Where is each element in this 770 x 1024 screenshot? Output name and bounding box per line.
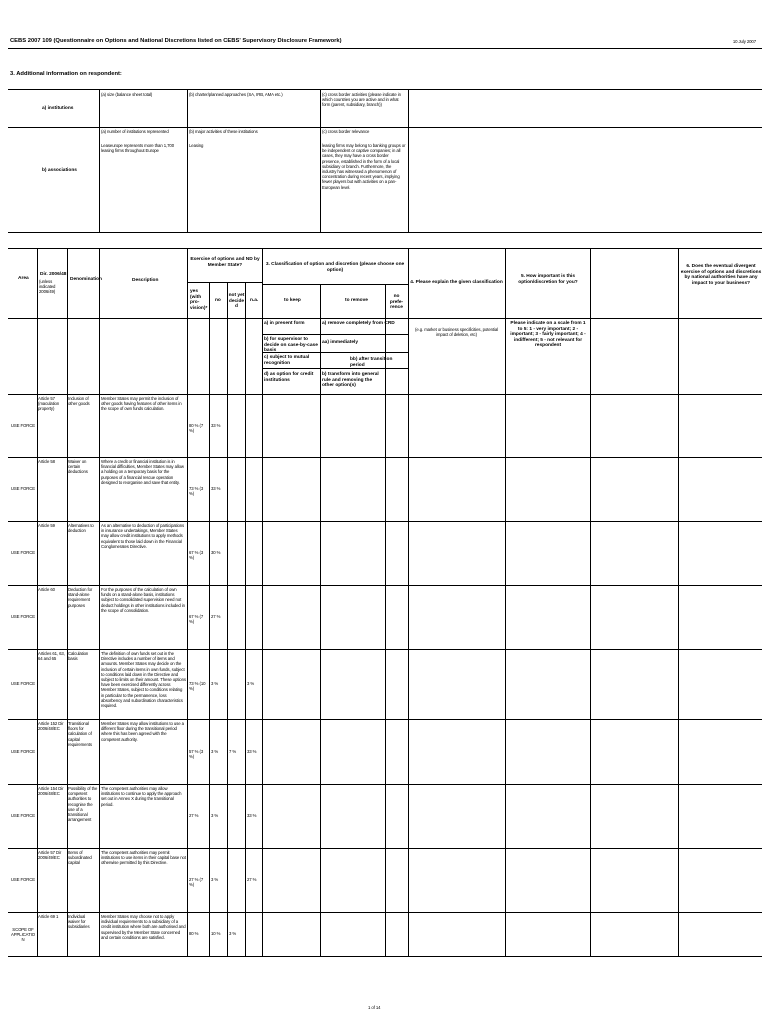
row-yes: 73 % (3 %) <box>189 486 204 497</box>
row-no: 30 % <box>211 550 221 555</box>
option-keep-c: c) subject to mutual recognition <box>264 355 310 366</box>
row-no: 33 % <box>211 422 221 428</box>
document-date: 10 July 2007 <box>732 39 756 44</box>
row-notyet: 7 % <box>229 748 237 754</box>
row-denomination: Alternatives to deduction <box>68 523 94 534</box>
page-footer: 1 of 14 <box>368 1005 381 1010</box>
option-remove-a: a) remove completely from CRD <box>322 321 395 326</box>
col-importance: 5. How important is this option/discretion for you? <box>518 274 578 285</box>
row-description: As an alternative to deduction of participations in insurance undertakings, Member States may allow credit institutions to apply methods equivalent to those laid down in the Financial Conglomerates Directive. <box>101 523 185 549</box>
row-no: 10 % <box>211 931 221 936</box>
row-yes: 73 % (10 %) <box>189 681 206 692</box>
row-description: The competent authorities may allow institutions to continue to apply the approach set out in Annex X during the transitional period. <box>101 786 182 807</box>
row-yes: 80 % <box>189 931 199 936</box>
row-denomination: Inclusion of other goods <box>68 396 90 407</box>
col-importance-sub: Please indicate on a scale from 1 to 5: 1 - very important; 2 - important; 3 - fairly important; 4 - indifferent; 5 - not relevant for respondent <box>510 321 586 349</box>
row-yes: 67 % (3 %) <box>189 550 204 561</box>
row-area: USE FORCE <box>10 748 36 754</box>
assoc-number-cell: (a) number of institutions represented <box>101 129 169 134</box>
inst-size-cell: (a) size (balance sheet total) <box>101 92 153 97</box>
row-denomination: Transitional floors for calculation of capital requirements <box>68 721 92 747</box>
col-explain: 4. Please explain the given classification <box>410 280 503 285</box>
row-no: 33 % <box>211 486 221 491</box>
col-denomination: Denomination <box>70 277 102 282</box>
row-article: Article 58 <box>38 459 55 464</box>
row-na: 3 % <box>247 681 255 686</box>
row-no: 3 % <box>211 813 219 818</box>
row-description: Member States may permit the inclusion of other goods having features of other items in the scope of own funds calculation. <box>101 396 182 412</box>
col-directive-sub: (unless indicated 2006/49) <box>39 279 56 295</box>
row-denomination: Individual waiver for subsidiaries <box>68 914 90 930</box>
row-description: The competent authorities may permit institutions to use items in their capital base not otherwise permitted by this Directive. <box>101 850 186 866</box>
col-na: n.a. <box>250 298 259 303</box>
row-yes: 67 % (7 %) <box>189 614 204 625</box>
row-denomination: Items of subordinated capital <box>68 850 92 866</box>
row-denomination: Deduction for stand-alone requirement purposes <box>68 587 93 608</box>
option-remove-b: b) transform into general rule and removing the other option(s) <box>322 372 379 389</box>
row-area: USE FORCE <box>10 550 36 555</box>
assoc-number-answer: Leaseurope represents more than 1,700 leasing firms throughout Europe <box>101 143 174 154</box>
row-article: Articles 61, 63, 64 and 65 <box>38 651 65 662</box>
option-keep-b: b) for supervisor to decide on case-by-case basis <box>264 337 318 354</box>
row-na: 33 % <box>247 748 257 754</box>
row-area: USE FORCE <box>10 486 36 491</box>
col-description: Description <box>132 278 159 283</box>
inst-crossborder-cell: (c) cross border activities (please indicate in which countries you are active and in what form (parent, subsidiary, branch)) <box>322 92 401 108</box>
row-yes: 27 % <box>189 813 199 818</box>
option-remove-aa: aa) immediately <box>322 340 358 345</box>
section-3-heading: 3. Additional information on respondent: <box>10 71 122 77</box>
row-area: USE FORCE <box>10 681 36 686</box>
row-yes: 57 % (3 %) <box>189 748 204 759</box>
row-description: Where a credit or financial institution is in financial difficulties, Member States may allow a holding on a temporary basis for the purposes of a financial rescue operation designed to reorganise and save that entity. <box>101 459 184 485</box>
row-area: USE FORCE <box>10 422 36 428</box>
row-no: 3 % <box>211 877 219 882</box>
assoc-activities-answer: Leasing <box>189 143 204 148</box>
option-keep-d: d) as option for credit institutions <box>264 372 314 383</box>
col-classification: 3. Classification of option and discretion (please choose one option) <box>265 262 405 273</box>
col-notyet: not yet decided <box>228 293 245 310</box>
row-description: Member States may choose not to apply individual requirements to a subsidiary of a credit institution where both are authorised and supervised by the Member State concerned and certain conditions are satisfied. <box>101 914 186 940</box>
row-area: USE FORCE <box>10 877 36 882</box>
row-area: USE FORCE <box>10 813 36 818</box>
option-keep-a: a) in present form <box>264 321 305 326</box>
row-denomination: Possibility of the competent authorities to recognise the use of a transitional arrangement <box>68 786 98 823</box>
row-area: SCOPE OF APPLICATION <box>11 927 35 943</box>
row-denomination: Calculation basis <box>68 651 89 662</box>
row-description: Member States may allow institutions to use a different floor during the transitional period where this has been agreed with the competent authority. <box>101 721 184 742</box>
col-impact: 6. Does the eventual divergent exercise of options and discretions by national authorities have any impact to your business? <box>680 264 762 286</box>
document-title: CEBS 2007 109 (Questionnaire on Options and National Discretions listed on CEBS' Supervisory Disclosure Framework) <box>10 38 342 44</box>
col-area: Area <box>18 276 29 281</box>
row-yes: 27 % (7 %) <box>189 877 204 888</box>
assoc-crossborder-answer: leasing firms may belong to banking groups or be independent or captive companies; in all cases, they may have a cross border presence, established in the form of a local subsidiary or branch. Furthermore, the industry has witnessed a phenomenon of concentration during recent years, implying fewer players but with activities on a pan-European level. <box>322 143 406 190</box>
row-no: 3 % <box>211 748 219 754</box>
col-exercise: Exercise of options and ND by Member State? <box>190 257 260 268</box>
option-remove-bb: bb) after transition period <box>350 357 393 368</box>
row-no: 27 % <box>211 614 221 619</box>
row-article: Article 59 <box>38 523 55 528</box>
associations-label: b) associations <box>42 168 77 173</box>
row-description: The definition of own funds set out in the Directive includes a number of items and amounts. Member States may decide on the inclusion of certain items in own funds, subject to conditions laid down in the Directive and subject to limits on their amount. These options have been exercised differently across Member States, subject to conditions relating in particular to the permanence, loss absorbency and subordination characteristics required. <box>101 651 186 709</box>
row-article: Article 152 Dir 2006/48/EC <box>38 721 64 732</box>
row-description: For the purposes of the calculation of own funds on a stand-alone basis, institutions subject to consolidated supervision need not deduct holdings in other institutions included in the scope of consolidation. <box>101 587 185 613</box>
row-yes: 80 % (7 %) <box>189 422 204 433</box>
col-remove: to remove <box>345 298 368 303</box>
row-area: USE FORCE <box>10 614 36 619</box>
row-denomination: Waiver on certain deductions <box>68 459 88 475</box>
row-article: Article 60 <box>38 587 55 592</box>
col-directive: Dir. 2006/48 <box>40 272 67 277</box>
row-article: Article 69 1 <box>38 914 59 919</box>
col-no-preference: no prefe-rence <box>389 294 404 311</box>
col-yes: yes (with pro-vision)* <box>190 289 208 311</box>
col-explain-sub: (e.g. market or business specificities, potential impact of deletion, etc) <box>415 327 498 338</box>
assoc-activities-cell: (b) major activities of these institutions <box>189 129 258 134</box>
col-keep: to keep <box>284 298 301 303</box>
row-article: Article 154 Dir 2006/48/EC <box>38 786 64 797</box>
assoc-crossborder-cell: (c) cross border relevance <box>322 129 370 134</box>
row-no: 3 % <box>211 681 219 686</box>
row-notyet: 3 % <box>229 931 237 936</box>
institutions-label: a) institutions <box>42 106 74 111</box>
col-no: no <box>215 298 221 303</box>
row-article: Article 57 Dir 2006/49/EC <box>38 850 62 861</box>
row-article: Article 57 (maculation property) <box>38 396 60 412</box>
inst-approach-cell: (b) charter/planned approaches (SA, IRB, AMA etc.) <box>189 92 283 97</box>
row-na: 33 % <box>247 813 257 818</box>
row-na: 27 % <box>247 877 257 882</box>
